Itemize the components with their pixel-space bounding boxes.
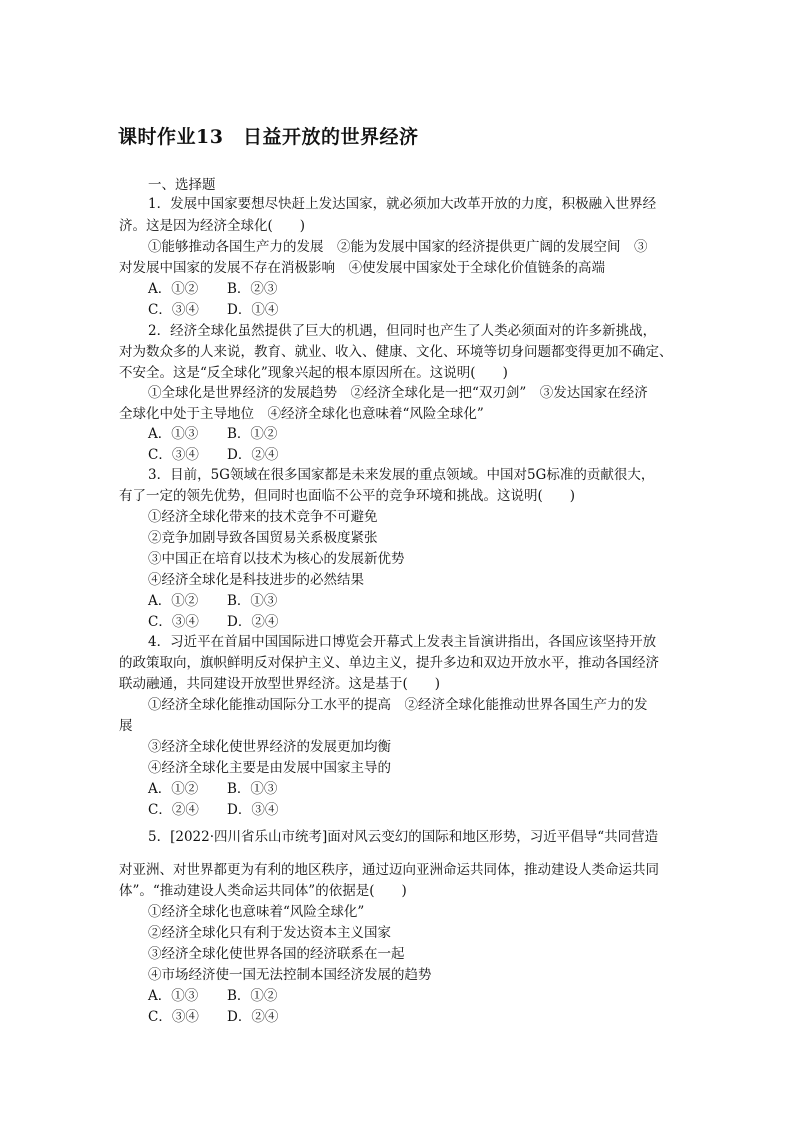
question-text: 对亚洲、对世界都更为有利的地区秩序，通过迈向亚洲命运共同体，推动建设人类命运共同 — [119, 862, 659, 878]
question-text: 联动融通，共同建设开放型世界经济。这是基于( ) — [119, 676, 441, 692]
question-text: 对为数众多的人来说，教育、就业、收入、健康、文化、环境等切身问题都变得更加不确定、 — [119, 344, 673, 360]
statement: ②经济全球化只有利于发达资本主义国家 — [148, 925, 391, 941]
statement: ①能够推动各国生产力的发展 ②能为发展中国家的经济提供更广阔的发展空间 ③ — [148, 239, 648, 255]
option-d: D．②④ — [227, 1009, 279, 1025]
statement: 全球化中处于主导地位 ④经济全球化也意味着“风险全球化” — [119, 406, 484, 422]
option-c: C．②④ — [148, 802, 199, 818]
option-d: D．②④ — [227, 447, 279, 463]
option-b: B．①② — [227, 988, 278, 1004]
statement: 展 — [119, 718, 133, 734]
question-text: 不安全。这是“反全球化”现象兴起的根本原因所在。这说明( ) — [119, 365, 508, 381]
option-c: C．③④ — [148, 302, 199, 318]
question-text: 1．发展中国家要想尽快赶上发达国家，就必须加大改革开放的力度，积极融入世界经 — [148, 196, 657, 212]
option-b: B．①② — [227, 426, 278, 442]
question-text: 的政策取向，旗帜鲜明反对保护主义、单边主义，提升多边和双边开放水平，推动各国经济 — [119, 655, 659, 671]
option-a: A．①③ — [148, 426, 199, 442]
statement: ④经济全球化主要是由发展中国家主导的 — [148, 760, 391, 776]
option-a: A．①② — [148, 593, 199, 609]
question-text: 有了一定的领先优势，但同时也面临不公平的竞争环境和挑战。这说明( ) — [119, 488, 576, 504]
statement: ③经济全球化使世界经济的发展更加均衡 — [148, 739, 391, 755]
question-text: 济。这是因为经济全球化( ) — [119, 218, 306, 234]
statement: ③中国正在培育以技术为核心的发展新优势 — [148, 551, 405, 567]
option-c: C．③④ — [148, 614, 199, 630]
question-text: 体”。“推动建设人类命运共同体”的依据是( ) — [119, 883, 407, 899]
statement: ③经济全球化使世界各国的经济联系在一起 — [148, 946, 405, 962]
option-d: D．②④ — [227, 614, 279, 630]
statement: ②竞争加剧导致各国贸易关系极度紧张 — [148, 530, 378, 546]
statement: ①经济全球化带来的技术竞争不可避免 — [148, 509, 378, 525]
statement: ④经济全球化是科技进步的必然结果 — [148, 572, 364, 588]
option-b: B．②③ — [227, 281, 278, 297]
option-b: B．①③ — [227, 593, 278, 609]
page-title: 课时作业13 日益开放的世界经济 — [118, 126, 419, 148]
section-header: 一、选择题 — [148, 177, 216, 193]
option-a: A．①② — [148, 781, 199, 797]
statement: ④市场经济使一国无法控制本国经济发展的趋势 — [148, 967, 432, 983]
option-a: A．①② — [148, 281, 199, 297]
question-text: 2．经济全球化虽然提供了巨大的机遇，但同时也产生了人类必须面对的许多新挑战， — [148, 323, 657, 339]
statement: ①经济全球化也意味着“风险全球化” — [148, 904, 365, 920]
option-c: C．③④ — [148, 1009, 199, 1025]
option-b: B．①③ — [227, 781, 278, 797]
statement: ①全球化是世界经济的发展趋势 ②经济全球化是一把“双刃剑” ③发达国家在经济 — [148, 385, 648, 401]
option-d: D．③④ — [227, 802, 279, 818]
statement: ①经济全球化能推动国际分工水平的提高 ②经济全球化能推动世界各国生产力的发 — [148, 697, 648, 713]
question-text: 3．目前，5G领域在很多国家都是未来发展的重点领域。中国对5G标准的贡献很大， — [148, 467, 655, 483]
question-text: 5．[2022·四川省乐山市统考]面对风云变幻的国际和地区形势，习近平倡导“共同营造 — [148, 829, 659, 845]
statement: 对发展中国家的发展不存在消极影响 ④使发展中国家处于全球化价值链条的高端 — [119, 260, 605, 276]
option-a: A．①③ — [148, 988, 199, 1004]
option-c: C．③④ — [148, 447, 199, 463]
option-d: D．①④ — [227, 302, 279, 318]
question-text: 4．习近平在首届中国国际进口博览会开幕式上发表主旨演讲指出，各国应该坚持开放 — [148, 634, 657, 650]
